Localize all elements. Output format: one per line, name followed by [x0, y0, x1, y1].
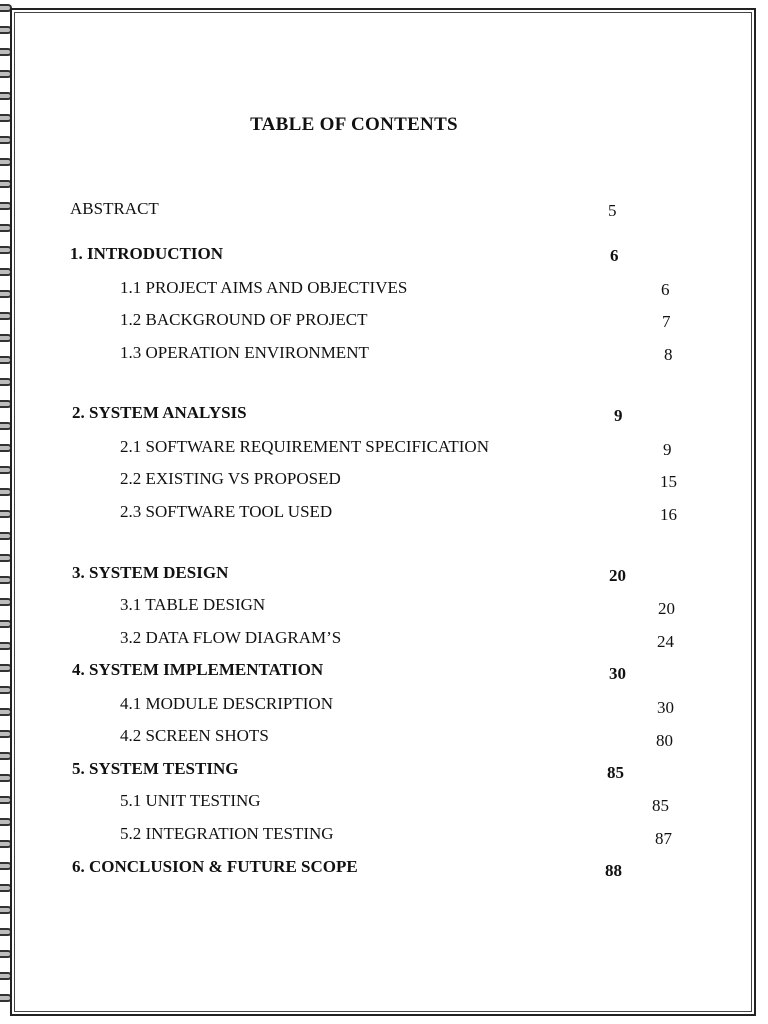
toc-page-2-2: 15 [660, 472, 677, 491]
toc-section-system-design: 3. SYSTEM DESIGN [72, 563, 229, 582]
toc-page-conclusion: 88 [605, 861, 622, 880]
toc-page-1-3: 8 [664, 345, 673, 364]
toc-page-2-1: 9 [663, 440, 672, 459]
toc-entry-1-2: 1.2 BACKGROUND OF PROJECT [120, 310, 368, 329]
toc-entry-5-2: 5.2 INTEGRATION TESTING [120, 824, 334, 843]
toc-page-5-1: 85 [652, 796, 669, 815]
toc-entry-1-3: 1.3 OPERATION ENVIRONMENT [120, 343, 369, 362]
toc-entry-4-2: 4.2 SCREEN SHOTS [120, 726, 269, 745]
toc-entry-2-2: 2.2 EXISTING VS PROPOSED [120, 469, 341, 488]
toc-page-3-1: 20 [658, 599, 675, 618]
toc-entry-1-1: 1.1 PROJECT AIMS AND OBJECTIVES [120, 278, 408, 297]
toc-page-4-1: 30 [657, 698, 674, 717]
toc-entry-abstract: ABSTRACT [70, 199, 159, 218]
toc-page-introduction: 6 [610, 246, 619, 265]
toc-entry-5-1: 5.1 UNIT TESTING [120, 791, 261, 810]
toc-page-3-2: 24 [657, 632, 674, 651]
toc-page-2-3: 16 [660, 505, 677, 524]
toc-entry-3-2: 3.2 DATA FLOW DIAGRAM’S [120, 628, 342, 647]
toc-section-conclusion: 6. CONCLUSION & FUTURE SCOPE [72, 857, 358, 876]
toc-section-system-implementation: 4. SYSTEM IMPLEMENTATION [72, 660, 324, 679]
toc-page-system-testing: 85 [607, 763, 624, 782]
toc-page-system-design: 20 [609, 566, 626, 585]
toc-entry-3-1: 3.1 TABLE DESIGN [120, 595, 266, 614]
toc-section-introduction: 1. INTRODUCTION [70, 244, 224, 263]
toc-page-1-1: 6 [661, 280, 670, 299]
toc-entry-2-3: 2.3 SOFTWARE TOOL USED [120, 502, 333, 521]
toc-entry-4-1: 4.1 MODULE DESCRIPTION [120, 694, 333, 713]
toc-page-1-2: 7 [662, 312, 671, 331]
toc-page-5-2: 87 [655, 829, 672, 848]
toc-section-system-analysis: 2. SYSTEM ANALYSIS [72, 403, 247, 422]
toc-page-system-analysis: 9 [614, 406, 623, 425]
toc-entry-2-1: 2.1 SOFTWARE REQUIREMENT SPECIFICATION [120, 437, 489, 456]
page-title: TABLE OF CONTENTS [250, 114, 458, 135]
toc-section-system-testing: 5. SYSTEM TESTING [72, 759, 239, 778]
toc-page-4-2: 80 [656, 731, 673, 750]
toc-page-system-implementation: 30 [609, 664, 626, 683]
toc-page-abstract: 5 [608, 201, 617, 220]
